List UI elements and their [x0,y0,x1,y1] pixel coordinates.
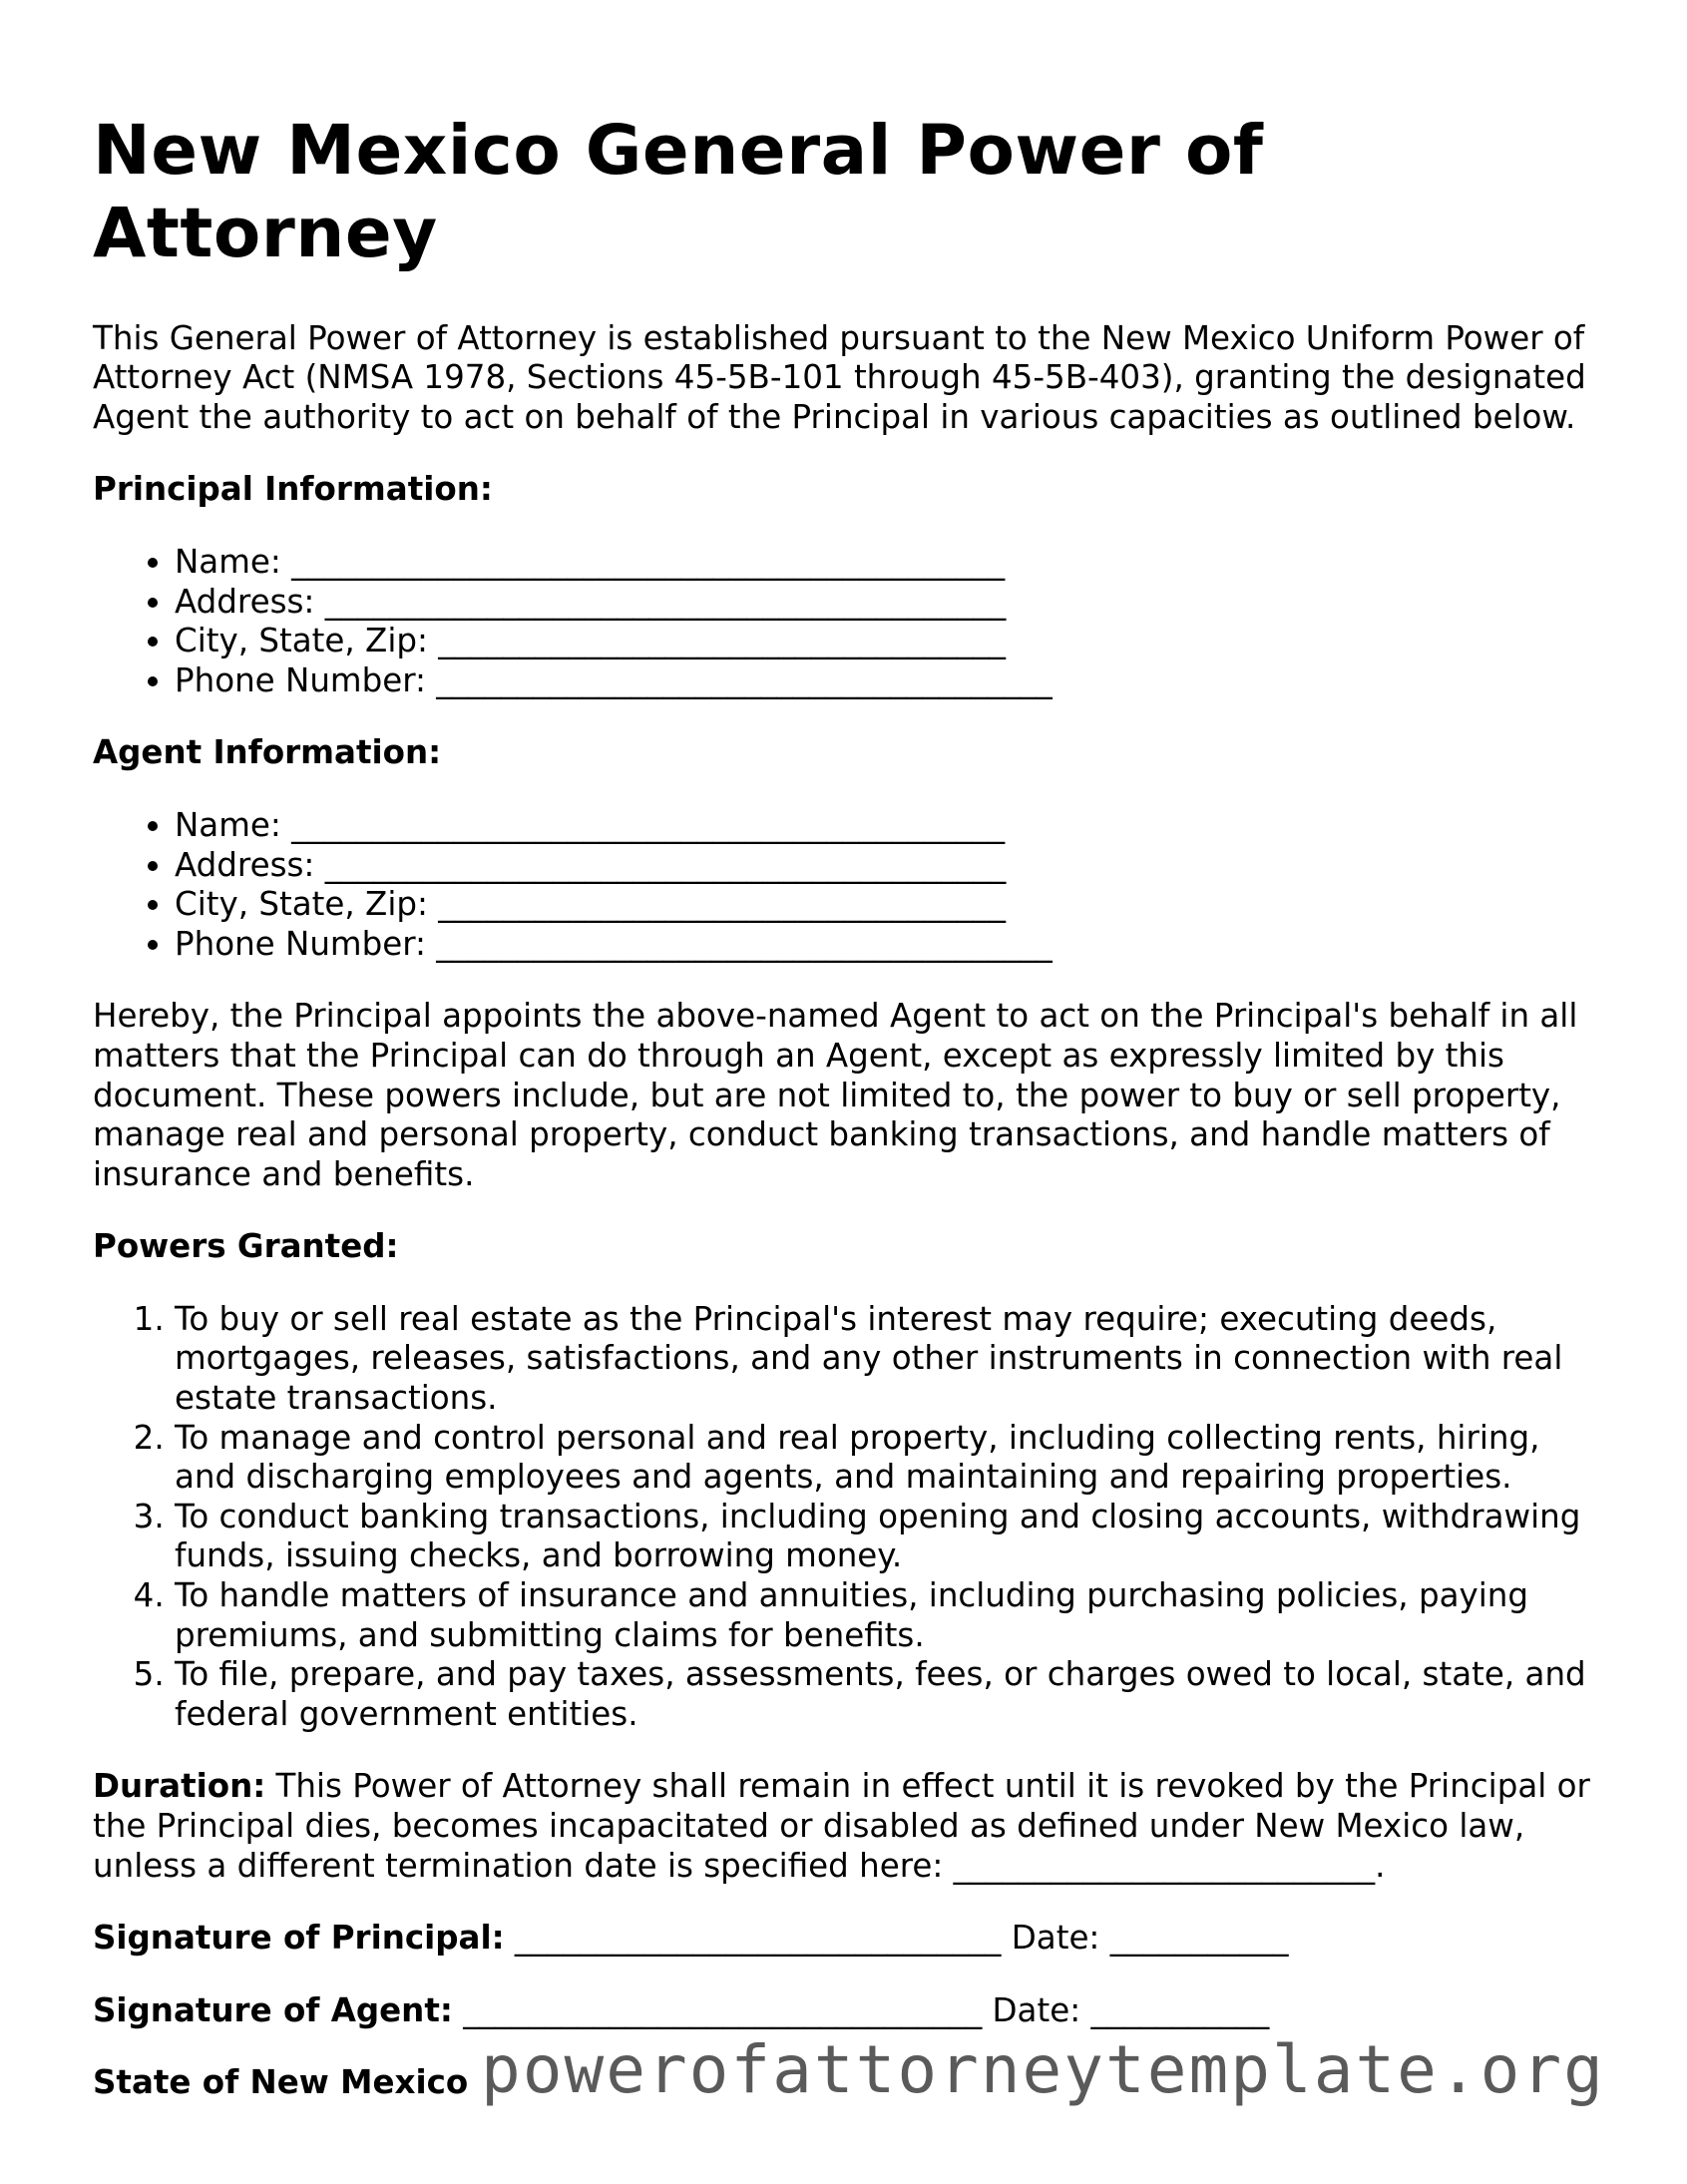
power-item: 5. To file, prepare, and pay taxes, assessments, fees, or charges owed to local, state, and federal government entities. [175,1655,1609,1734]
state-heading: State of New Mexico [93,2063,469,2102]
agent-name-field: • Name: ____________________________________________ [175,806,1609,846]
principal-phone-field: • Phone Number: ______________________________________ [175,661,1609,701]
duration-paragraph [93,1767,1609,1886]
powers-heading: Powers Granted: [93,1227,399,1266]
power-item: 2. To manage and control personal and real property, including collecting rents, hiring, and discharging employees and agents, and maintaining and repairing properties. [175,1419,1609,1498]
document-title: New Mexico General Power of Attorney [93,111,1264,273]
agent-heading: Agent Information: [93,733,442,772]
agent-city-field: • City, State, Zip: ___________________________________ [175,885,1609,925]
agent-signature-row [93,1991,1609,2031]
agent-signature-label: Signature of Agent: [93,1990,453,2029]
principal-signature-line: ______________________________ Date: ___________ [504,1919,1289,1958]
principal-signature-label: Signature of Principal: [93,1919,505,1958]
duration-label: Duration: [93,1767,266,1806]
agent-address-field: • Address: __________________________________________ [175,846,1609,886]
principal-city-field: • City, State, Zip: ___________________________________ [175,622,1609,661]
appointment-paragraph: Hereby, the Principal appoints the above-named Agent to act on the Principal's behalf in all matters that the Principal can do through an Agent, except as expressly limited by this document. These powers include, but are not limited to, the power to buy or sell property, manage real and personal property, conduct banking transactions, and handle matters of insurance and benefits. [93,997,1578,1193]
powers-list [93,1300,1609,1735]
power-item: 3. To conduct banking transactions, including opening and closing accounts, withdrawing funds, issuing checks, and borrowing money. [175,1498,1609,1576]
principal-name-field: • Name: ____________________________________________ [175,543,1609,583]
power-item: 4. To handle matters of insurance and annuities, including purchasing policies, paying premiums, and submitting claims for benefits. [175,1576,1609,1655]
principal-fields-list [93,543,1609,700]
principal-heading: Principal Information: [93,470,493,509]
power-item: 1. To buy or sell real estate as the Principal's interest may require; executing deeds, mortgages, releases, satisfactions, and any other instruments in connection with real estate transactions. [175,1300,1609,1419]
principal-signature-row [93,1919,1609,1959]
principal-address-field: • Address: __________________________________________ [175,583,1609,623]
watermark-text: powerofattorneytemplate.org [481,2031,1605,2108]
document-page [93,110,1609,2136]
intro-paragraph: This General Power of Attorney is established pursuant to the New Mexico Uniform Power of Attorney Act (NMSA 1978, Sections 45-5B-101 through 45-5B-403), granting the designated Agent the authority to act on behalf of the Principal in various capacities as outlined below. [93,318,1586,436]
agent-signature-line: ________________________________ Date: ___________ [452,1990,1270,2029]
agent-phone-field: • Phone Number: ______________________________________ [175,925,1609,965]
duration-text: This Power of Attorney shall remain in effect until it is revoked by the Principal or the Principal dies, becomes incapacitated or disabled as defined under New Mexico law, unless a different termination date is specified here: __________________________. [93,1767,1590,1885]
agent-fields-list [93,806,1609,964]
